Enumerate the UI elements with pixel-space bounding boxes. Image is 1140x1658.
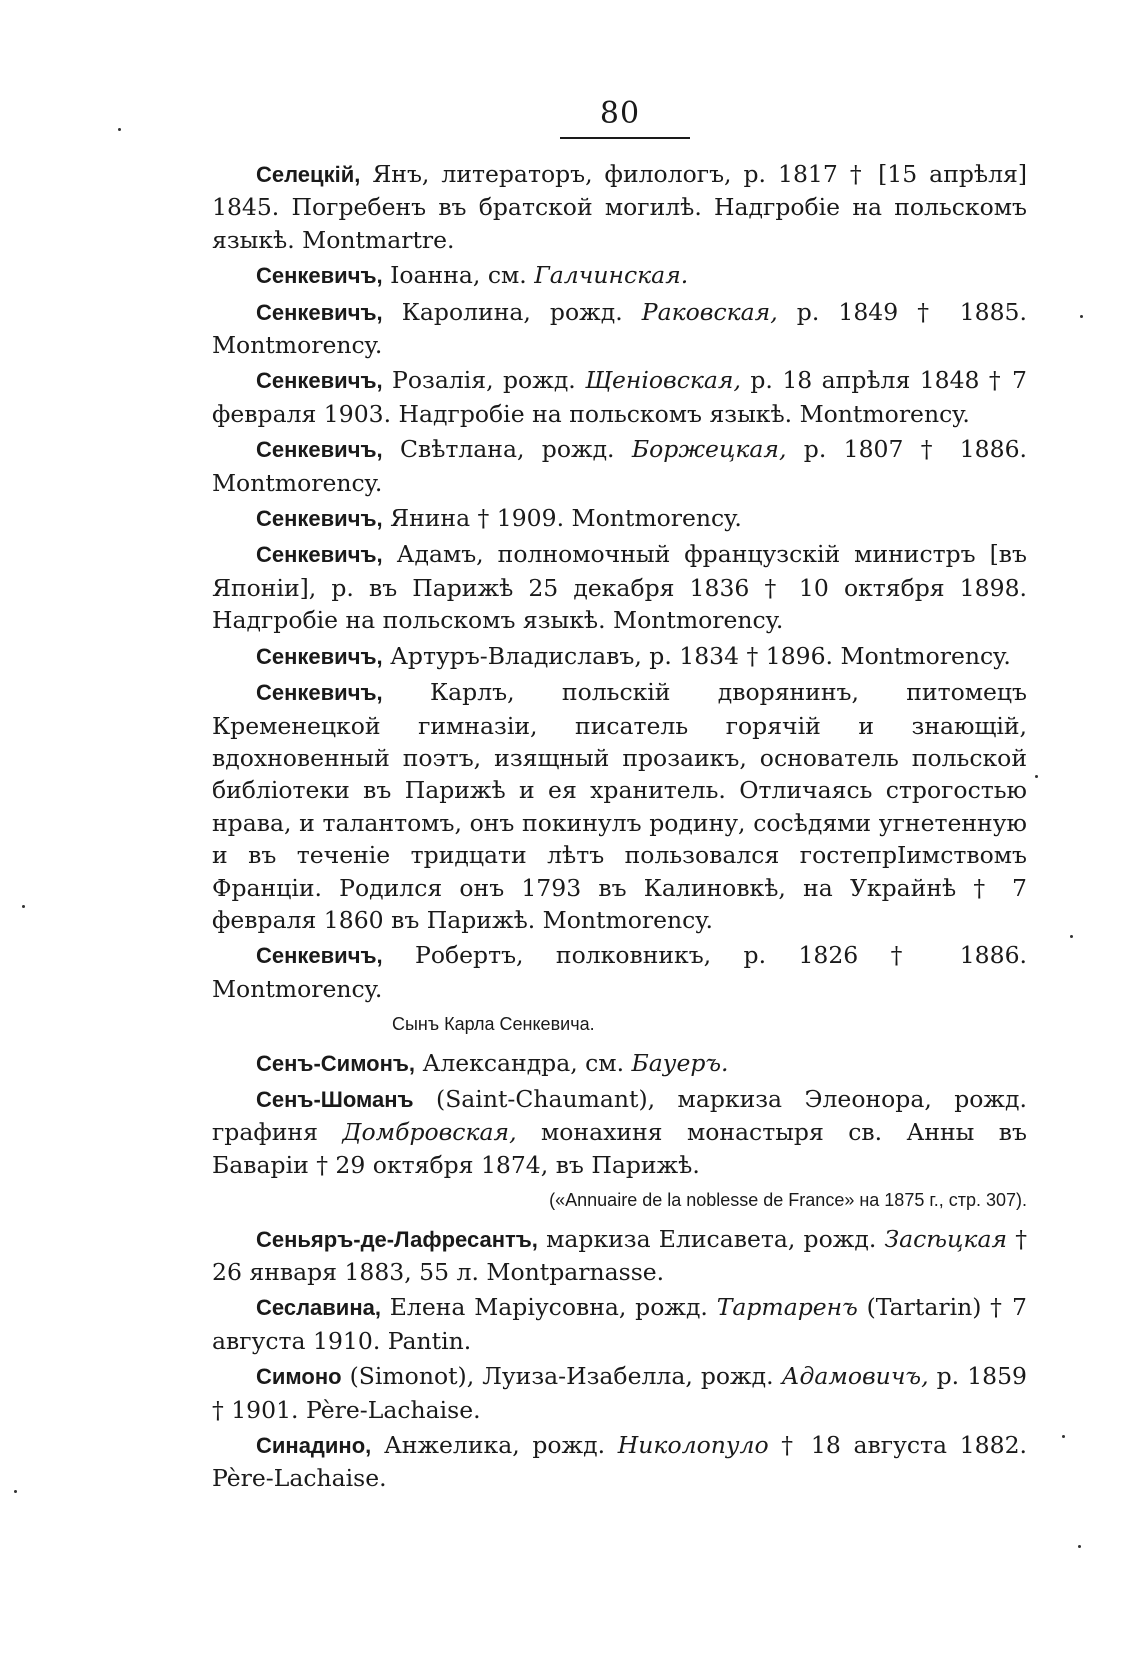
scan-speck [22, 905, 25, 908]
entry-headword: Сенкевичъ, [256, 368, 383, 394]
entry-text-after: р. 1859 † 1901. Père-Lachaise. [212, 1362, 1027, 1424]
entry-text: Робертъ, полковникъ, р. 1826 † 1886. Montmorency. [212, 941, 1027, 1003]
entry-headword: Сенкевичъ, [256, 643, 383, 669]
entry-text: Александра, см. [415, 1048, 632, 1077]
scan-speck [1078, 1545, 1081, 1548]
note-son-of-karl: Сынъ Карла Сенкевича. [392, 1014, 595, 1035]
entry-simono [212, 1360, 1027, 1426]
scan-speck [1070, 935, 1073, 938]
entry-text: (Saint-Chaumant), маркиза Элеонора, рожд. графиня [212, 1084, 1027, 1147]
entry-senkevich-robert [212, 939, 1027, 1005]
entry-text-after: † 18 августа 1882. Père-Lachaise. [212, 1431, 1027, 1493]
entry-headword: Сенкевичъ, [256, 680, 383, 706]
entry-senkevich-artur [212, 640, 1027, 673]
page-number: 80 [599, 96, 641, 131]
entry-headword: Селецкій, [256, 162, 361, 187]
entry-text: Янина † 1909. Montmorency. [382, 504, 742, 533]
scan-speck [1035, 775, 1038, 778]
entry-senkevich-rozaliya [212, 364, 1027, 430]
entry-maiden-name: Адамовичъ, [781, 1362, 929, 1391]
entry-text: (Simonot), Луиза-Изабелла, рожд. [341, 1362, 782, 1391]
entry-seletsky [212, 158, 1027, 256]
entry-maiden-name: Щеніовская, [585, 366, 741, 395]
entry-maiden-name: Домбровская, [342, 1118, 517, 1147]
scan-speck [1080, 315, 1083, 318]
entry-senkevich-ioanna [212, 259, 1027, 292]
note-annuaire-citation: («Annuaire de la noblesse de France» на 1875 г., стр. 307). [549, 1190, 1027, 1211]
entry-sinadino [212, 1429, 1027, 1495]
entries-column [212, 158, 1027, 1498]
entry-headword: Сенкевичъ, [256, 542, 383, 568]
entry-headword: Симоно [256, 1364, 342, 1390]
entry-maiden-name: Галчинская. [534, 261, 689, 290]
entry-text: Карлъ, польскій дворянинъ, питомецъ Кременецкой гимназіи, писатель горячій и знающій, вдохновенный поэтъ, изящный прозаикъ, основатель польской библіотеки въ Парижѣ и ея хранитель. Отличаясь строгостью нрава, и талантомъ, онъ покинулъ родину, сосѣдями угнетенную и въ теченіе тридцати лѣтъ пользовался гостепрІимствомъ Франціи. Родился онъ 1793 въ Калиновкѣ, на Украйнѣ † 7 февраля 1860 въ Парижѣ. Montmorency. [212, 678, 1027, 934]
entry-text-after: р. 18 апрѣля 1848 † 7 февраля 1903. Надгробіе на польскомъ языкѣ. Montmorency. [212, 366, 1028, 428]
entry-reference-name: Бауеръ. [631, 1048, 729, 1077]
entry-text: Свѣтлана, рожд. [382, 435, 632, 464]
entry-text: Розалія, рожд. [382, 366, 586, 395]
entry-text-after: р. 1849 † 1885. Montmorency. [212, 297, 1027, 360]
entry-headword: Сенкевичъ, [256, 943, 383, 969]
entry-text: Адамъ, полномочный французскій министръ [въ Японіи], р. въ Парижѣ 25 декабря 1836 † 10 октября 1898. Надгробіе на польскомъ языкѣ. Montmorency. [212, 540, 1027, 635]
entry-senkevich-karolina [212, 296, 1027, 362]
entry-maiden-name: Засѣцкая [884, 1224, 1008, 1253]
entry-text-after: р. 1807 † 1886. Montmorency. [212, 435, 1027, 497]
entry-senkevich-karl [212, 676, 1027, 936]
entry-text-after: (Tartarin) † 7 августа 1910. Pantin. [212, 1293, 1027, 1355]
entry-seslavina [212, 1291, 1027, 1357]
entry-text-after: † 26 января 1883, 55 л. Montparnasse. [212, 1224, 1027, 1286]
scan-speck [1062, 1435, 1065, 1438]
entry-text: Анжелика, рожд. [371, 1431, 618, 1460]
entry-maiden-name: Николопуло [617, 1431, 769, 1460]
entry-headword: Сенъ-Шоманъ [256, 1086, 414, 1112]
entry-maiden-name: Тартаренъ [716, 1293, 858, 1322]
entry-headword: Сенкевичъ, [256, 263, 383, 289]
entry-text: маркиза Елисавета, рожд. [537, 1224, 885, 1253]
scan-speck [118, 128, 121, 131]
entry-sen-shoman [212, 1083, 1027, 1181]
entry-text: Артуръ-Владиславъ, р. 1834 † 1896. Montmorency. [382, 641, 1011, 670]
entry-headword: Сенъ-Симонъ, [256, 1050, 416, 1076]
entry-text: Янъ, литераторъ, филологъ, р. 1817 † [15 апрѣля] 1845. Погребенъ въ братской могилѣ. Надгробіе на польскомъ языкѣ. Montmartre. [212, 160, 1027, 254]
entry-headword: Сеславина, [256, 1295, 381, 1321]
entry-maiden-name: Раковская, [641, 297, 778, 326]
entry-senkevich-yanina [212, 502, 1027, 535]
entry-headword: Синадино, [256, 1433, 372, 1459]
entry-maiden-name: Боржецкая, [631, 435, 787, 464]
page-number-rule [560, 137, 690, 139]
entry-text: Іоанна, см. [382, 261, 535, 290]
entry-headword: Сенкевичъ, [256, 506, 383, 532]
entry-headword: Сенкевичъ, [256, 299, 383, 325]
entry-senyar-de-lafresant [212, 1223, 1027, 1289]
entry-text: Каролина, рожд. [382, 297, 642, 326]
entry-text-after: монахиня монастыря св. Анны въ Баваріи † 29 октября 1874, въ Парижѣ. [212, 1118, 1027, 1179]
scan-speck [14, 1490, 17, 1493]
entry-headword: Сеньяръ-де-Лафресантъ, [256, 1226, 538, 1252]
entry-text: Елена Маріусовна, рожд. [380, 1293, 717, 1322]
entry-senkevich-adam [212, 538, 1027, 636]
entry-senkevich-svetlana [212, 433, 1027, 499]
entry-headword: Сенкевичъ, [256, 437, 383, 463]
entry-sen-simon [212, 1047, 1027, 1080]
